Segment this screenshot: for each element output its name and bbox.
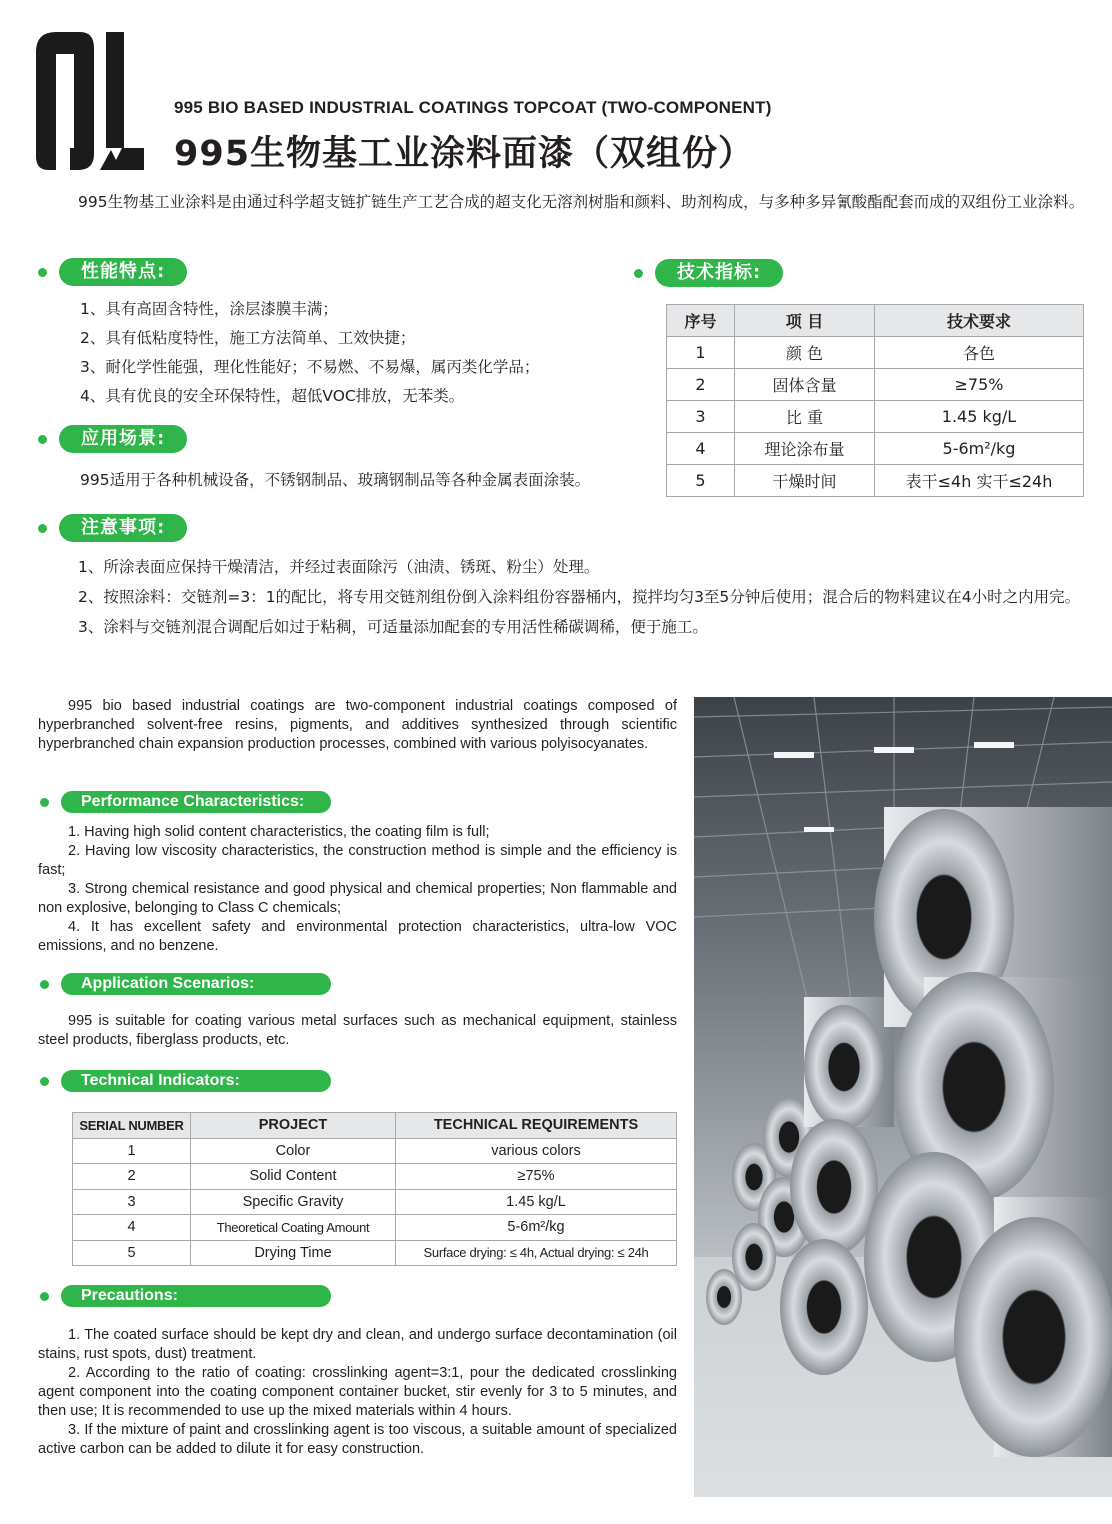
list-item: 2. Having low viscosity characteristics, the construction method is simple and the efficiency is fast;	[38, 843, 677, 878]
list-item: 1、所涂表面应保持干燥清洁，并经过表面除污（油渍、锈斑、粉尘）处理。	[78, 558, 600, 576]
table-cell: Surface drying: ≤ 4h, Actual drying: ≤ 24h	[396, 1240, 677, 1266]
table-cell: 2	[667, 369, 735, 401]
table-row	[73, 1138, 677, 1164]
list-item: 1. Having high solid content characteristics, the coating film is full;	[68, 824, 490, 840]
heading-pill: 性能特点:	[59, 258, 187, 286]
technical-heading-en	[40, 1070, 331, 1092]
table-row	[667, 337, 1084, 369]
table-cell: various colors	[396, 1138, 677, 1164]
table-header: SERIAL NUMBER	[73, 1113, 191, 1139]
table-row	[667, 401, 1084, 433]
bullet-dot	[40, 1077, 49, 1086]
table-cell: 1.45 kg/L	[875, 401, 1084, 433]
application-text-cn: 995适用于各种机械设备，不锈钢制品、玻璃钢制品等各种金属表面涂装。	[80, 471, 591, 489]
section-number-graphic	[34, 30, 146, 172]
heading-pill: Performance Characteristics:	[61, 791, 331, 813]
table-cell: 固体含量	[735, 369, 875, 401]
heading-pill: 应用场景:	[59, 425, 187, 453]
table-row	[667, 465, 1084, 497]
table-cell: 2	[73, 1164, 191, 1190]
list-item: 4. It has excellent safety and environmental protection characteristics, ultra-low VOC emissions, and no benzene.	[38, 919, 677, 954]
table-cell: 5	[73, 1240, 191, 1266]
list-item: 3. If the mixture of paint and crosslinking agent is too viscous, a suitable amount of specialized active carbon can be added to dilute it for easy construction.	[38, 1422, 677, 1457]
table-header: 技术要求	[875, 305, 1084, 337]
precautions-list-cn	[38, 552, 1088, 642]
title-english: 995 BIO BASED INDUSTRIAL COATINGS TOPCOAT (TWO-COMPONENT)	[174, 98, 772, 117]
bullet-dot	[40, 980, 49, 989]
list-item: 3、涂料与交链剂混合调配后如过于粘稠，可适量添加配套的专用活性稀碳调稀，便于施工。	[78, 618, 708, 636]
list-item: 1、具有高固含特性，涂层漆膜丰满；	[80, 300, 338, 318]
heading-pill: 注意事项:	[59, 514, 187, 542]
table-cell: 1.45 kg/L	[396, 1189, 677, 1215]
performance-list-cn	[80, 295, 539, 411]
table-cell: 5	[667, 465, 735, 497]
list-item: 2. According to the ratio of coating: crosslinking agent=3:1, pour the dedicated crosslinking agent component into the coating component container bucket, stir evenly for 3 to 5 minutes, and then use; It is recommended to use up the mixed materials within 4 hours.	[38, 1365, 677, 1419]
application-heading-cn	[38, 425, 187, 453]
heading-pill: 技术指标:	[655, 259, 783, 287]
application-text-en	[38, 1012, 677, 1050]
table-header-row	[73, 1113, 677, 1139]
table-cell: Theoretical Coating Amount	[191, 1215, 396, 1241]
table-row	[73, 1215, 677, 1241]
table-row	[73, 1164, 677, 1190]
performance-heading-cn	[38, 258, 187, 286]
table-header-row	[667, 305, 1084, 337]
bullet-dot	[38, 268, 47, 277]
table-row	[667, 369, 1084, 401]
table-row	[73, 1189, 677, 1215]
table-cell: 5-6m²/kg	[875, 433, 1084, 465]
heading-pill: Application Scenarios:	[61, 973, 331, 995]
table-header: PROJECT	[191, 1113, 396, 1139]
technical-table-cn	[666, 304, 1084, 497]
table-cell: Specific Gravity	[191, 1189, 396, 1215]
intro-chinese: 995生物基工业涂料是由通过科学超支链扩链生产工艺合成的超支化无溶剂树脂和颜料、助剂构成，与多种多异氰酸酯配套而成的双组份工业涂料。	[78, 193, 1085, 211]
table-cell: Drying Time	[191, 1240, 396, 1266]
title-chinese: 995生物基工业涂料面漆（双组份）	[174, 134, 755, 174]
table-header: 项 目	[735, 305, 875, 337]
table-cell: 表干≤4h 实干≤24h	[875, 465, 1084, 497]
heading-pill: Precautions:	[61, 1285, 331, 1307]
precautions-heading-en	[40, 1285, 331, 1307]
heading-pill: Technical Indicators:	[61, 1070, 331, 1092]
table-cell: 各色	[875, 337, 1084, 369]
table-cell: 颜 色	[735, 337, 875, 369]
table-cell: 3	[73, 1189, 191, 1215]
table-cell: ≥75%	[875, 369, 1084, 401]
table-cell: 1	[667, 337, 735, 369]
list-item: 2、按照涂料：交链剂=3：1的配比，将专用交链剂组份倒入涂料组份容器桶内，搅拌均匀3至5分钟后使用；混合后的物料建议在4小时之内用完。	[78, 588, 1081, 606]
table-cell: 干燥时间	[735, 465, 875, 497]
table-header: 序号	[667, 305, 735, 337]
precautions-heading-cn	[38, 514, 187, 542]
table-cell: 4	[73, 1215, 191, 1241]
list-item: 4、具有优良的安全环保特性，超低VOC排放，无苯类。	[80, 387, 465, 405]
technical-table-en	[72, 1112, 677, 1266]
table-header: TECHNICAL REQUIREMENTS	[396, 1113, 677, 1139]
table-cell: Solid Content	[191, 1164, 396, 1190]
list-item: 3、耐化学性能强，理化性能好；不易燃、不易爆，属丙类化学品；	[80, 358, 540, 376]
table-cell: 理论涂布量	[735, 433, 875, 465]
table-row	[73, 1240, 677, 1266]
table-cell: 3	[667, 401, 735, 433]
table-row	[667, 433, 1084, 465]
table-cell: 4	[667, 433, 735, 465]
table-cell: ≥75%	[396, 1164, 677, 1190]
bullet-dot	[40, 798, 49, 807]
bullet-dot	[38, 524, 47, 533]
paragraph: 995 bio based industrial coatings are two-component industrial coatings composed of hyperbranched solvent-free resins, pigments, and additives synthesized through scientific hyperbranched chain expansion production processes, combined with various polyisocyanates.	[38, 698, 677, 752]
table-cell: 5-6m²/kg	[396, 1215, 677, 1241]
paragraph: 995 is suitable for coating various metal surfaces such as mechanical equipment, stainless steel products, fiberglass products, etc.	[38, 1013, 677, 1048]
warehouse-illustration	[694, 697, 1112, 1497]
table-cell: 1	[73, 1138, 191, 1164]
list-item: 3. Strong chemical resistance and good physical and chemical properties; Non flammable and non explosive, belonging to Class C chemicals;	[38, 881, 677, 916]
bullet-dot	[40, 1292, 49, 1301]
technical-heading-cn	[634, 259, 783, 287]
performance-list-en	[38, 823, 677, 956]
bullet-dot	[634, 269, 643, 278]
precautions-list-en	[38, 1326, 677, 1459]
bullet-dot	[38, 435, 47, 444]
performance-heading-en	[40, 791, 331, 813]
steel-coils-photo	[694, 697, 1112, 1497]
application-heading-en	[40, 973, 331, 995]
table-cell: 比 重	[735, 401, 875, 433]
list-item: 1. The coated surface should be kept dry and clean, and undergo surface decontamination (oil stains, rust spots, dust) treatment.	[38, 1327, 677, 1362]
intro-english	[38, 697, 677, 754]
list-item: 2、具有低粘度特性，施工方法简单、工效快捷；	[80, 329, 416, 347]
table-cell: Color	[191, 1138, 396, 1164]
